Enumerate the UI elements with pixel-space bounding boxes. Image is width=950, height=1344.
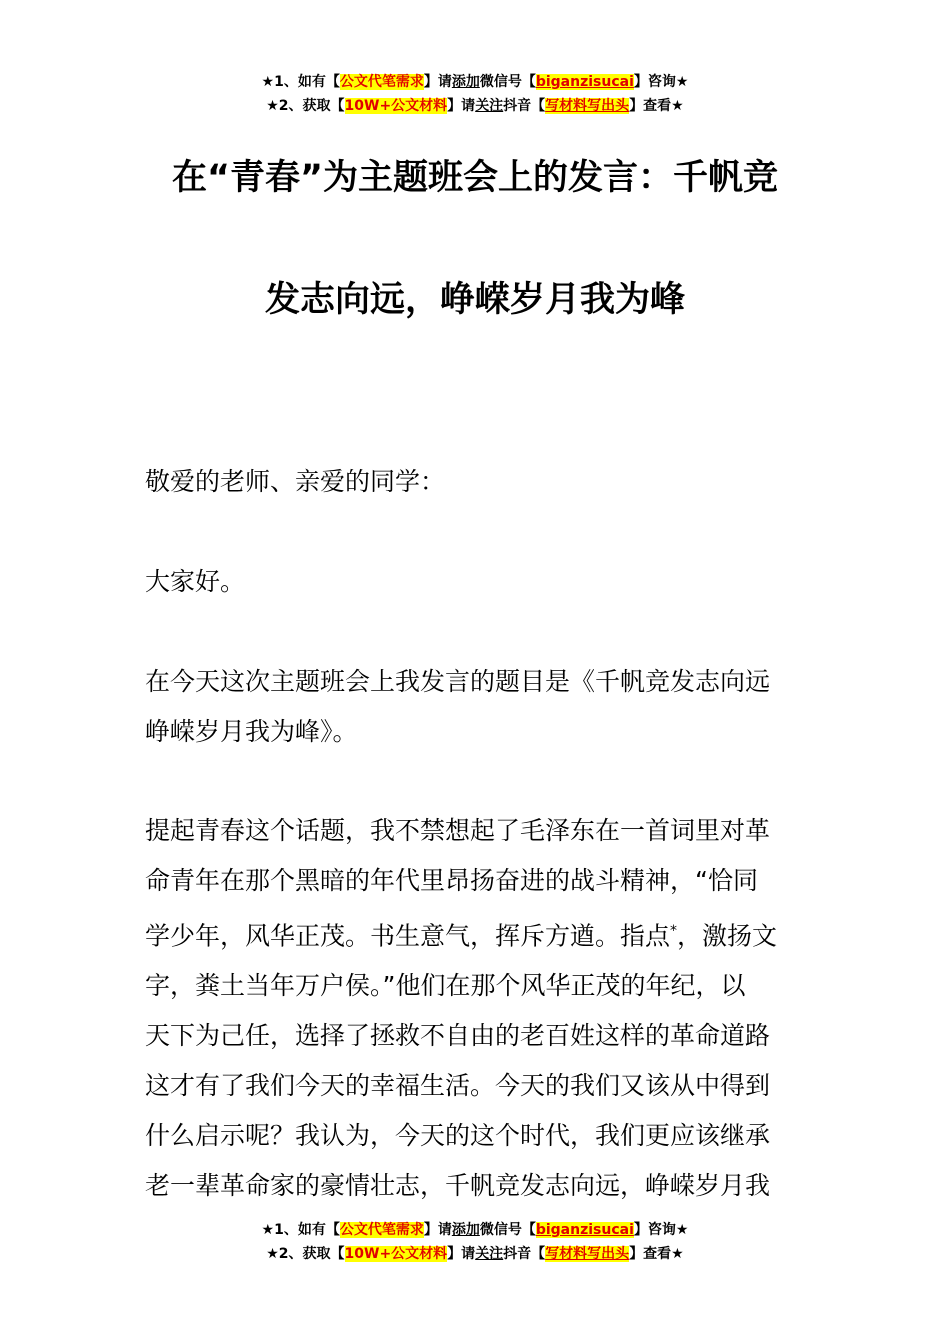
paragraph-line: 这才有了我们今天的幸福生活。今天的我们又该从中得到 [145, 1071, 771, 1101]
paragraph-1 [145, 657, 809, 757]
banner-text: 微信号【 [479, 1222, 536, 1238]
banner-underline: 关注 [475, 1246, 504, 1262]
banner-text: ★1、如有【 [261, 1222, 340, 1238]
banner-text: 抖音【 [503, 98, 546, 114]
banner-highlight: 公文代笔需求 [339, 74, 424, 90]
banner-text: 】请 [447, 98, 476, 114]
paragraph-line: 字，粪土当年万户侯。”他们在那个风华正茂的年纪，以 [145, 971, 746, 1001]
asterisk-mark: * [670, 923, 678, 939]
header-banner [0, 70, 950, 118]
paragraph-line: 在今天这次主题班会上我发言的题目是《千帆竞发志向远 [145, 667, 771, 696]
greeting: 大家好。 [145, 567, 246, 596]
banner-text: 抖音【 [503, 1246, 546, 1262]
douyin-id-highlight: 写材料写出头 [545, 98, 630, 114]
banner-text: ★2、获取【 [266, 98, 345, 114]
paragraph-line: 老一辈革命家的豪情壮志，千帆竞发志向远，峥嵘岁月我 [145, 1171, 771, 1201]
douyin-id-highlight: 写材料写出头 [545, 1246, 630, 1262]
banner-text: 】请 [447, 1246, 476, 1262]
banner-text: 】咨询★ [633, 74, 689, 90]
banner-text: 】请 [423, 1222, 452, 1238]
paragraph-line: 天下为己任，选择了拯救不自由的老百姓这样的革命道路 [145, 1021, 771, 1051]
banner-highlight: 公文代笔需求 [339, 1222, 424, 1238]
paragraph-line [145, 906, 809, 961]
banner-underline: 关注 [475, 98, 504, 114]
paragraph-2 [145, 806, 809, 1211]
line-segment: ，激扬文 [677, 921, 778, 951]
paragraph-line: 峥嵘岁月我为峰》。 [145, 717, 358, 746]
document-title-line-1: 在“青春”为主题班会上的发言：千帆竞 [171, 158, 778, 198]
banner-text: 微信号【 [479, 74, 536, 90]
salutation: 敬爱的老师、亲爱的同学： [145, 467, 446, 496]
banner-underline: 添加 [451, 1222, 480, 1238]
banner-underline: 添加 [451, 74, 480, 90]
banner-line-2 [0, 94, 950, 118]
banner-text: 】查看★ [629, 98, 684, 114]
footer-banner [0, 1218, 950, 1266]
banner-line-2 [0, 1242, 950, 1266]
banner-text: ★1、如有【 [261, 74, 340, 90]
banner-line-1 [0, 1218, 950, 1242]
paragraph-line: 命青年在那个黑暗的年代里昂扬奋进的战斗精神，“恰同 [145, 866, 758, 895]
banner-text: ★2、获取【 [266, 1246, 345, 1262]
banner-text: 】咨询★ [633, 1222, 689, 1238]
wechat-id-highlight: biganzisucai [535, 74, 634, 90]
line-segment: 学少年，风华正茂。书生意气，挥斥方遒。指点 [145, 921, 671, 951]
banner-highlight: 10W+公文材料 [344, 1246, 448, 1262]
wechat-id-highlight: biganzisucai [535, 1222, 634, 1238]
paragraph-line: 什么启示呢？我认为，今天的这个时代，我们更应该继承 [145, 1121, 771, 1151]
paragraph-line: 提起青春这个话题，我不禁想起了毛泽东在一首词里对革 [145, 816, 771, 845]
banner-text: 】查看★ [629, 1246, 684, 1262]
banner-text: 】请 [423, 74, 452, 90]
banner-line-1 [0, 70, 950, 94]
banner-highlight: 10W+公文材料 [344, 98, 448, 114]
document-title-line-2: 发志向远，峥嵘岁月我为峰 [264, 280, 685, 320]
